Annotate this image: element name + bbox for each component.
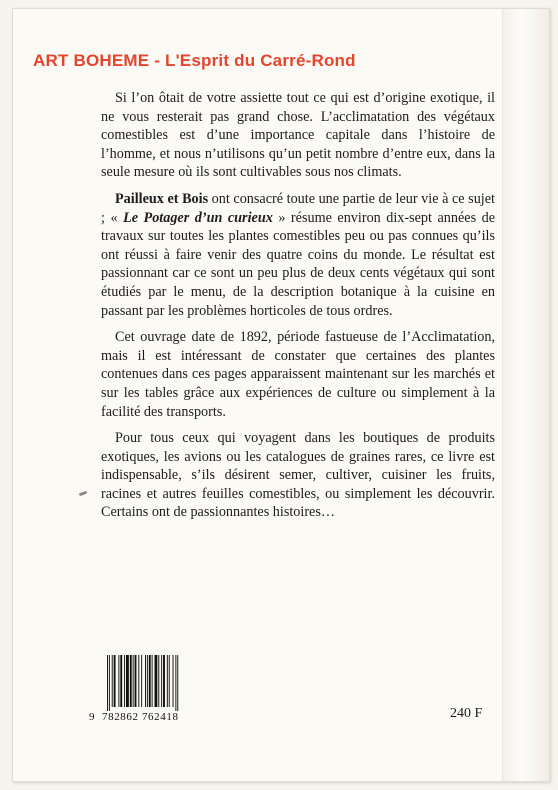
barcode-bar	[163, 655, 165, 707]
barcode-bar	[169, 655, 170, 707]
paragraph-4: Pour tous ceux qui voyagent dans les boutiques de produits exotiques, les avions ou les catalogues de graines rares, ce livre est indispensable, s’ils désirent semer, cultiver, cuisiner les fruits, racines et autres feuilles comestibles, ou simplement les découvrir. Certains ont de passionnantes histoires…	[101, 430, 495, 521]
isbn-barcode	[89, 655, 197, 723]
paragraph-2	[101, 190, 495, 320]
isbn-digits: 782862 762418	[102, 711, 179, 723]
barcode-bar	[141, 655, 142, 707]
barcode-bar	[114, 655, 116, 707]
paragraph-1: Si l’on ôtait de votre assiette tout ce qui est d’origine exotique, il ne vous resterait pas grand chose. L’acclimatation des végétaux comestibles est d’une importance capitale dans l’histoire de l’homme, et nous n’utilisons qu’un petit nombre d’entre eux, dans la seule mesure où ils sont cultivables sous nos climats.	[101, 90, 495, 181]
barcode-bar	[120, 655, 122, 707]
barcode-bar	[107, 655, 108, 711]
isbn-lead-digit: 9	[89, 711, 95, 723]
barcode-bar	[135, 655, 137, 707]
barcode-bar	[149, 655, 151, 707]
barcode-bar	[133, 655, 134, 707]
cover-edge	[502, 9, 549, 781]
barcode-bar	[177, 655, 178, 711]
paragraph-2-part-a: ont consacré toute une partie de leur vie à ce sujet ; «	[101, 190, 495, 226]
barcode-bar	[118, 655, 119, 707]
authors: Pailleux et Bois	[115, 190, 209, 207]
barcode-bar	[155, 655, 158, 707]
barcode-bar	[138, 655, 139, 707]
series-title: ART BOHEME - L'Esprit du Carré-Rond	[33, 51, 356, 70]
barcode-bars	[107, 655, 195, 711]
pencil-mark	[79, 491, 88, 497]
book-back-cover	[12, 8, 550, 782]
barcode-bar	[130, 655, 132, 707]
barcode-bar	[109, 655, 110, 711]
paragraph-3: Cet ouvrage date de 1892, période fastueuse de l’Acclimatation, mais il est intéressant de constater que certaines des plantes contenues dans ces pages apparaissent maintenant sur les marchés et sur les tables grâce aux expériences de culture ou simplement à la facilité des transports.	[101, 329, 495, 420]
barcode-bar	[126, 655, 129, 707]
barcode-bar	[124, 655, 125, 707]
barcode-bar	[147, 655, 148, 707]
barcode-bar	[152, 655, 153, 707]
barcode-bar	[112, 655, 113, 707]
barcode-bar	[173, 655, 174, 707]
barcode-bar	[175, 655, 176, 711]
barcode-bar	[145, 655, 146, 707]
price: 240 F	[450, 706, 483, 721]
paragraph-2-part-b: » résume environ dix-sept années de travaux sur toutes les plantes comestibles peu ou pas connues qu’ils ont réussi à faire venir des quatre coins du monde. Le résultat est passionnant car ce sont un peu plus de deux cents végétaux qui sont étudiés par le menu, de la description botanique à la cuisine en passant par les problèmes horticoles de tous ordres.	[101, 209, 495, 319]
barcode-bar	[167, 655, 168, 707]
book-title: Le Potager d’un curieux	[123, 209, 273, 226]
blurb	[101, 89, 495, 530]
barcode-bar	[161, 655, 162, 707]
barcode-bar	[158, 655, 159, 707]
